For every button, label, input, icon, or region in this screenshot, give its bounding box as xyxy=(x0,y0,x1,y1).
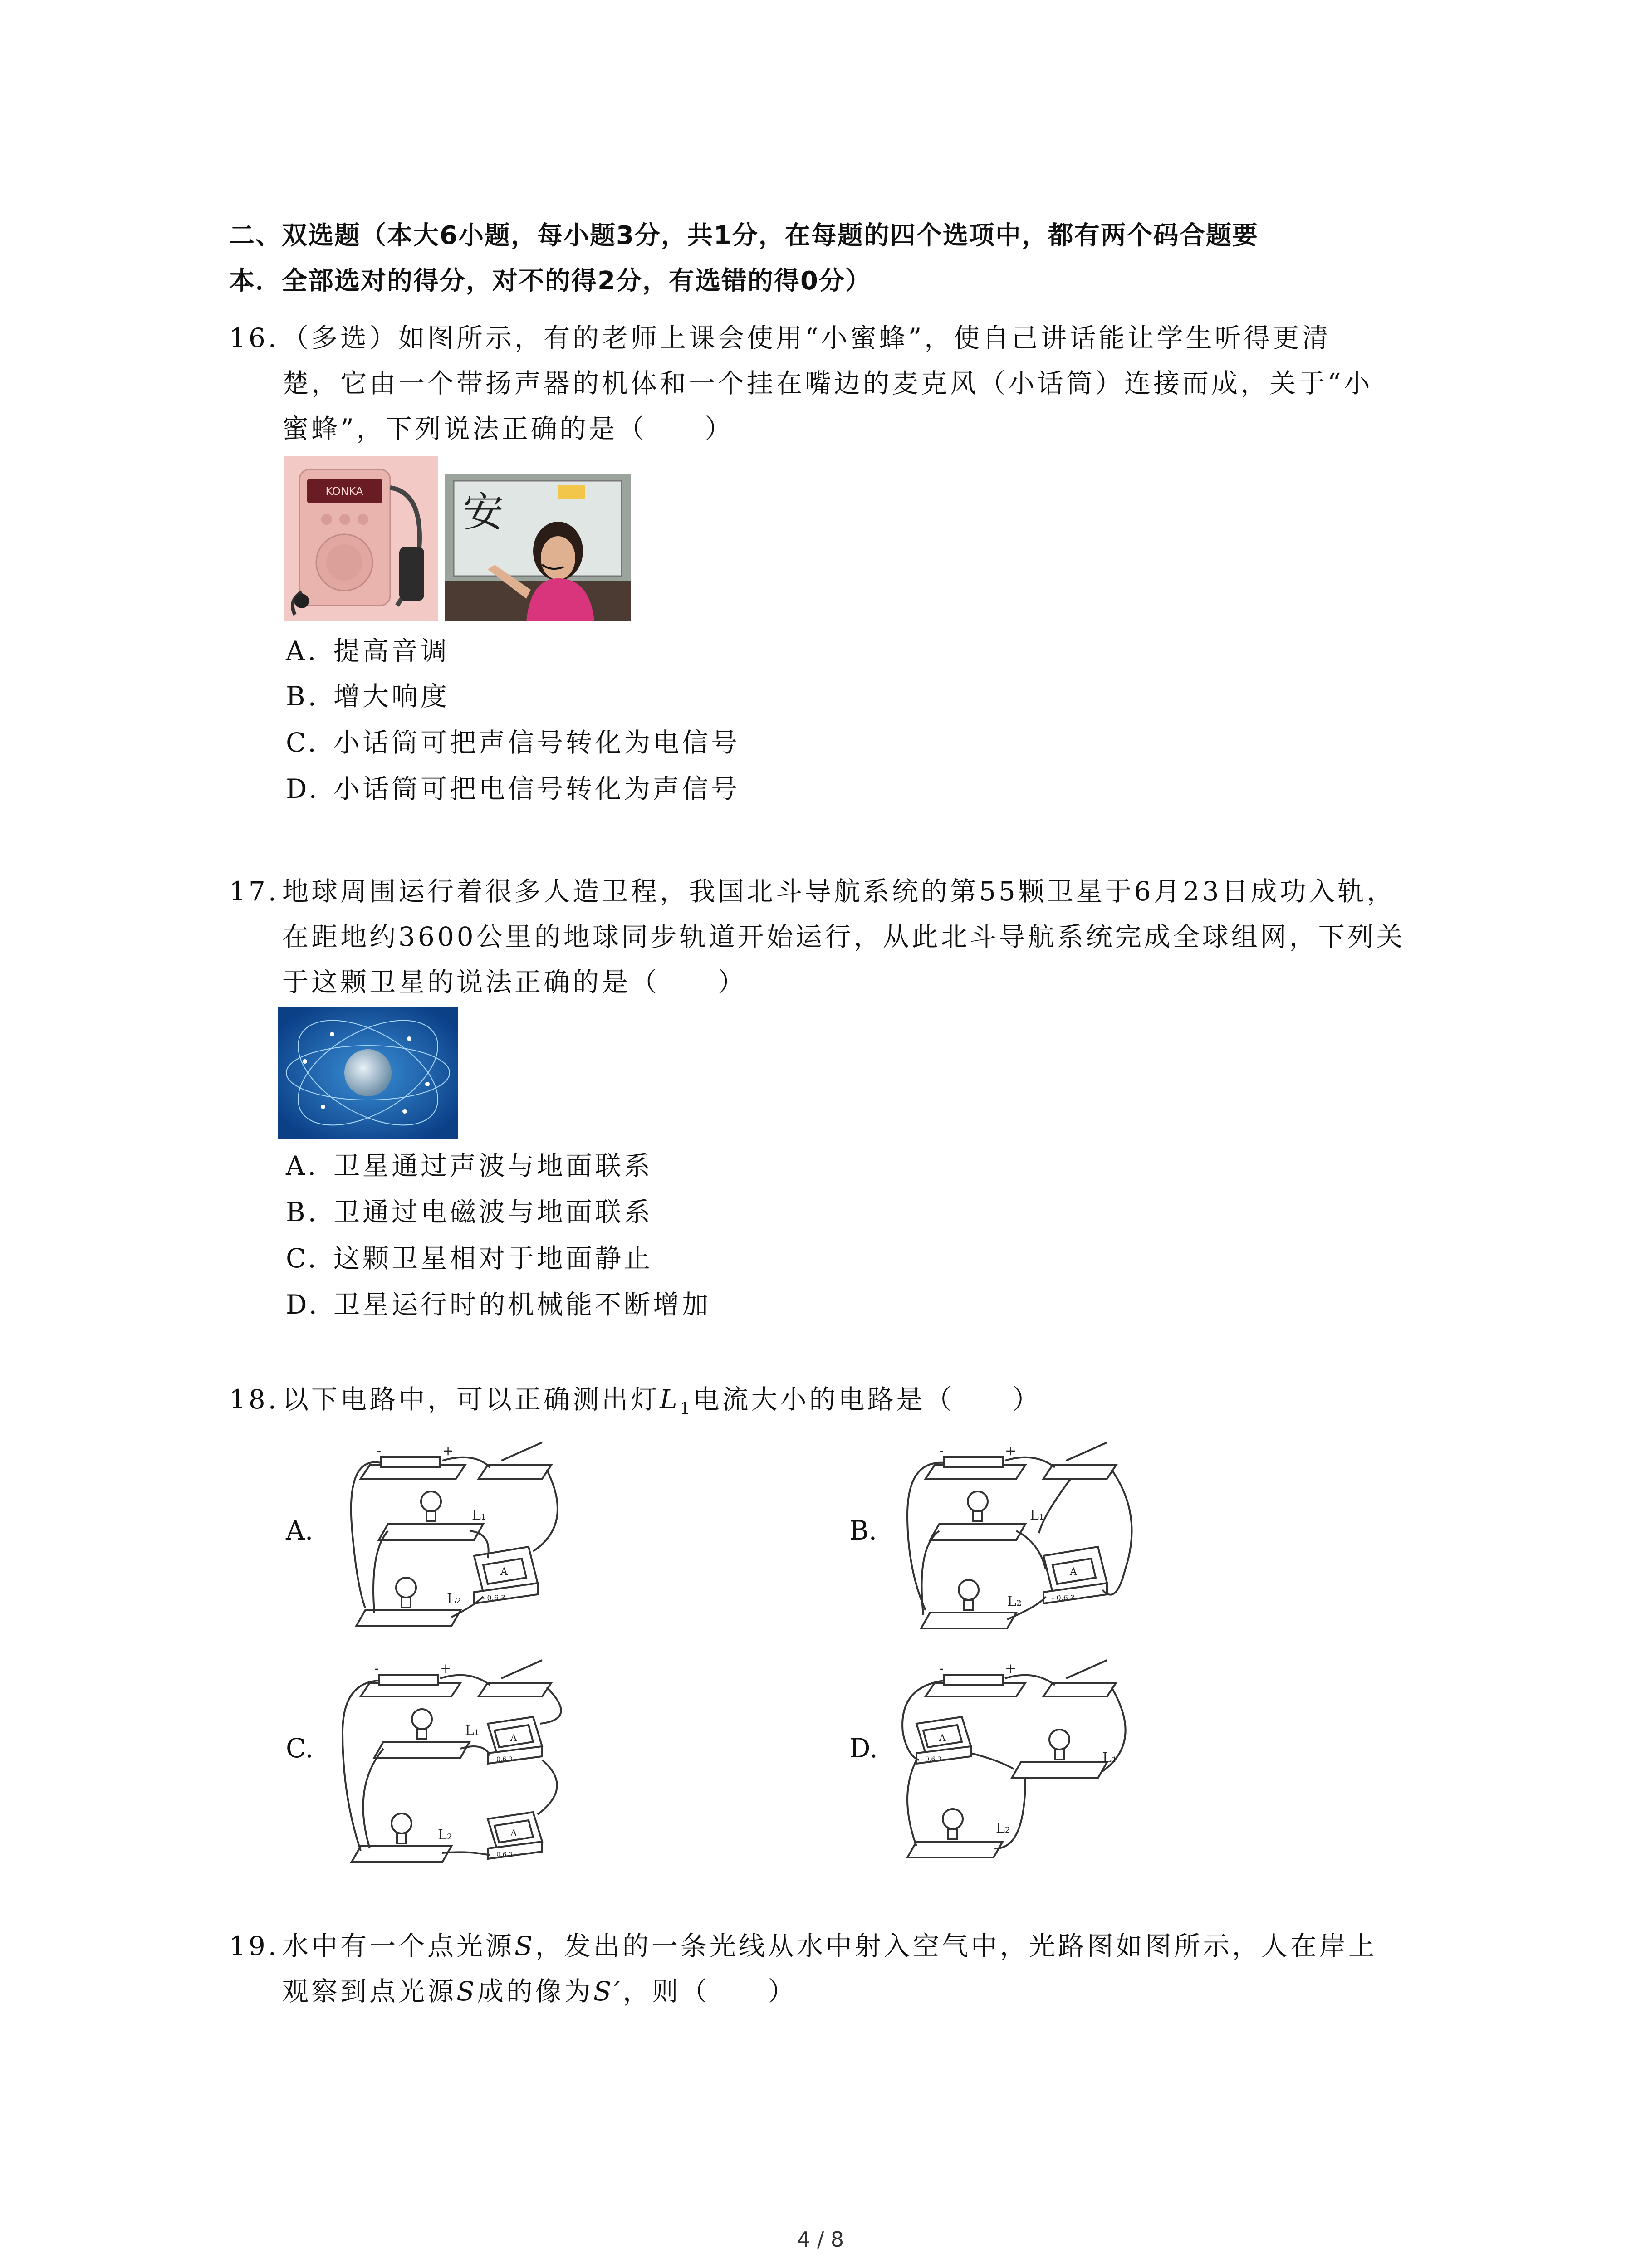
q19-line2-s: S xyxy=(456,1976,477,2007)
circuit-d-meter-text: A xyxy=(939,1732,946,1743)
q16-option-c-text: 小话筒可把声信号转化为电信号 xyxy=(333,727,740,758)
circuit-b-l2-label: L₂ xyxy=(1007,1593,1022,1609)
q17-line2: 在距地约3600公里的地球同步轨道开始运行，从此北斗导航系统完成全球组网，下列关 xyxy=(282,921,1406,952)
q17-option-b-text: 卫通过电磁波与地面联系 xyxy=(333,1197,653,1227)
q17-option-a-letter: A. xyxy=(286,1150,319,1181)
circuit-b-l1-label: L₁ xyxy=(1030,1507,1044,1523)
circuit-b-diagram xyxy=(889,1433,1143,1633)
circuit-c-l2-label: L₂ xyxy=(438,1827,452,1843)
section-heading-line2: 本．全部选对的得分，对不的得2分，有选错的得0分） xyxy=(229,266,872,296)
q16-number: 16. xyxy=(229,323,279,353)
circuit-d-diagram xyxy=(889,1651,1143,1864)
q16-option-b xyxy=(286,674,450,719)
section-heading-line1: 二、双选题（本大6小题，每小题3分，共1分，在每题的四个选项中，都有两个码合题要 xyxy=(229,221,1259,250)
q16-line2: 楚，它由一个带扬声器的机体和一个挂在嘴边的麦克风（小话筒）连接而成，关于“小 xyxy=(282,368,1373,399)
q17-option-d-letter: D. xyxy=(286,1289,320,1320)
q19-line2 xyxy=(282,1969,797,2014)
q18-circuit-c-letter: C. xyxy=(286,1733,314,1764)
q17-option-b-letter: B. xyxy=(286,1197,319,1227)
q19-line1-s: S xyxy=(514,1931,535,1961)
q19-line1-a: 水中有一个点光源 xyxy=(282,1931,515,1961)
q17-option-d xyxy=(286,1282,711,1327)
circuit-a-meter-text: A xyxy=(500,1566,508,1578)
satellite-orbit-image xyxy=(278,1007,458,1139)
circuit-d-plus: + xyxy=(1005,1661,1017,1677)
q18-text-after: 电流大小的电路是（ ） xyxy=(693,1384,1042,1415)
board-character: 安 xyxy=(463,489,504,536)
q18-lamp-symbol: L xyxy=(660,1384,680,1415)
q17-option-c-letter: C. xyxy=(286,1243,319,1274)
circuit-a-plus: + xyxy=(442,1443,454,1459)
q17-number: 17. xyxy=(229,876,279,907)
circuit-c-diagram xyxy=(333,1651,578,1869)
q18-text-before: 以下电路中，可以正确测出灯 xyxy=(282,1384,660,1415)
q16-option-d-letter: D. xyxy=(286,773,320,804)
circuit-a-l1-label: L₁ xyxy=(472,1507,486,1523)
q19-line2-a: 观察到点光源 xyxy=(282,1976,457,2007)
q19-line1-b: ，发出的一条光线从水中射入空气中，光路图如图所示，人在岸上 xyxy=(535,1931,1377,1961)
q16-option-d xyxy=(286,766,740,811)
q19-line2-c: ，则（ ） xyxy=(622,1976,797,2007)
circuit-d-l2-label: L₂ xyxy=(996,1820,1010,1836)
q18-circuit-d-letter: D. xyxy=(849,1733,878,1764)
circuit-c-meter2-text: A xyxy=(510,1828,517,1838)
circuit-b-plus: + xyxy=(1005,1443,1017,1459)
q19-line2-s2: S′ xyxy=(593,1976,623,2007)
circuit-c-plus: + xyxy=(440,1661,452,1677)
q17-option-a xyxy=(286,1143,653,1188)
q18-number: 18. xyxy=(229,1384,279,1415)
q16-option-a xyxy=(286,628,450,674)
q17-option-d-text: 卫星运行时的机械能不断增加 xyxy=(333,1289,711,1320)
teacher-photo xyxy=(445,474,631,621)
q18-circuit-a-letter: A. xyxy=(286,1515,314,1546)
circuit-b-meter-terminals: - 0.6 3 xyxy=(1052,1593,1075,1602)
q16-option-d-text: 小话筒可把电信号转化为声信号 xyxy=(333,773,740,804)
circuit-a-l2-label: L₂ xyxy=(447,1591,461,1607)
q16-option-c xyxy=(286,720,740,765)
q16-option-b-text: 增大响度 xyxy=(333,681,450,712)
speaker-brand: KONKA xyxy=(325,485,363,498)
q16-option-a-letter: A. xyxy=(286,635,319,666)
q17-option-b xyxy=(286,1189,653,1235)
circuit-c-meter1-text: A xyxy=(510,1732,517,1743)
circuit-c-l1-label: L₁ xyxy=(465,1723,480,1739)
q19-number: 19. xyxy=(229,1931,279,1961)
q17-line1: 地球周围运行着很多人造卫程，我国北斗导航系统的第55颗卫星于6月23日成功入轨， xyxy=(282,876,1396,907)
q18-circuit-b-letter: B. xyxy=(849,1515,877,1546)
circuit-a-meter-terminals: - 0.6 3 xyxy=(482,1593,506,1602)
circuit-b-meter-text: A xyxy=(1070,1566,1077,1578)
circuit-a-diagram xyxy=(338,1433,574,1633)
q16-option-b-letter: B. xyxy=(286,681,319,712)
q16-line1: （多选）如图所示，有的老师上课会使用“小蜜蜂”，使自己讲话能让学生听得更清 xyxy=(282,323,1331,353)
circuit-d-minus: - xyxy=(939,1661,944,1677)
circuit-c-meter2-terminals: - 0.6 3 xyxy=(492,1851,513,1858)
q17-option-c xyxy=(286,1236,653,1281)
q16-option-c-letter: C. xyxy=(286,727,319,758)
q16-option-a-text: 提高音调 xyxy=(333,635,450,666)
circuit-a-minus: - xyxy=(377,1443,382,1459)
q18-lamp-sub: 1 xyxy=(680,1399,693,1418)
q17-option-a-text: 卫星通过声波与地面联系 xyxy=(333,1150,653,1181)
page-number: 4 / 8 xyxy=(797,2227,844,2252)
circuit-c-minus: - xyxy=(374,1661,379,1677)
circuit-b-minus: - xyxy=(939,1443,944,1459)
q17-option-c-text: 这颗卫星相对于地面静止 xyxy=(333,1243,653,1274)
q19-line1 xyxy=(282,1923,1377,1969)
q16-line3: 蜜蜂”，下列说法正确的是（ ） xyxy=(282,413,734,444)
speaker-photo xyxy=(284,456,438,621)
circuit-d-meter-terminals: - 0.6 3 xyxy=(921,1756,941,1763)
q18-question xyxy=(282,1377,1041,1432)
circuit-d-l1-label: L₁ xyxy=(1102,1750,1117,1766)
q17-line3: 于这颗卫星的说法正确的是（ ） xyxy=(282,967,747,997)
circuit-c-meter1-terminals: - 0.6 3 xyxy=(492,1756,513,1763)
q19-line2-b: 成的像为 xyxy=(477,1976,593,2007)
